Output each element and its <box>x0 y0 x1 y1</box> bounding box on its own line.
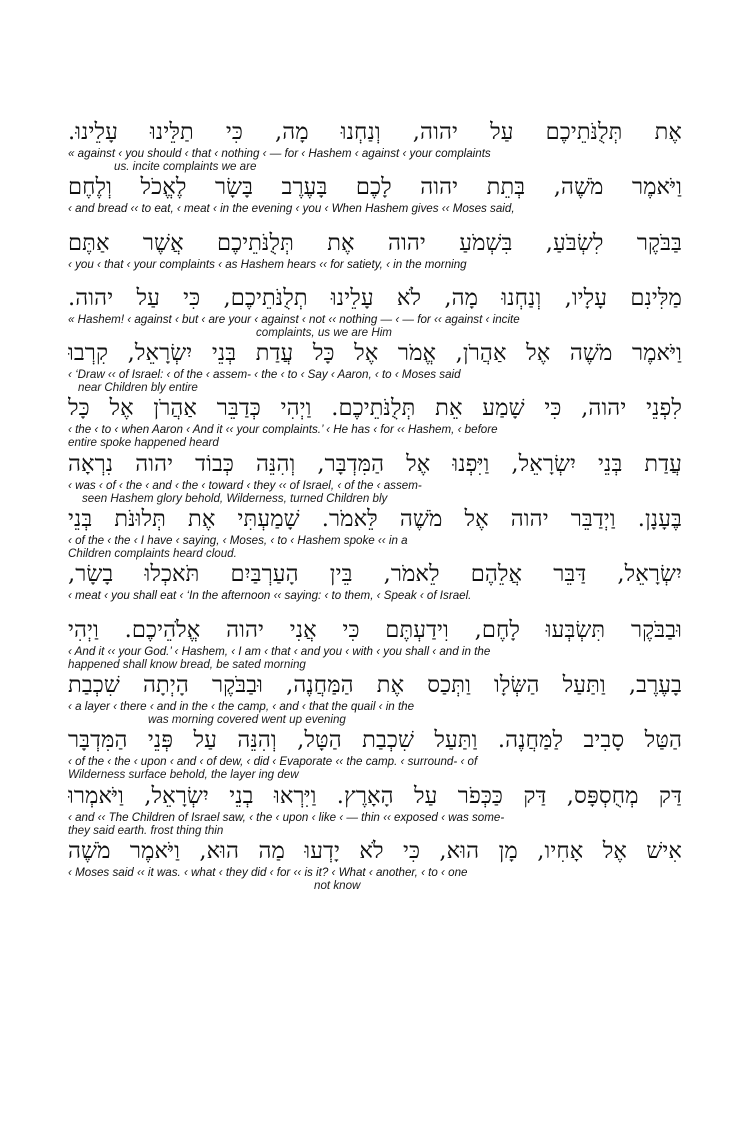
english-gloss-sub: Children complaints heard cloud. <box>68 547 237 561</box>
verse-line <box>68 118 682 173</box>
verse-line <box>68 560 682 615</box>
verse-line <box>68 394 682 449</box>
hebrew-text: לִפְנֵי יהוה, כִּי שָׁמַע אֵת תְּלֻנֹּתֵיכֶם. וַיְהִי כְּדַבֵּר אַהֲרֹן אֶל כָּל <box>68 395 682 422</box>
english-gloss: « against ‹ you should ‹ that ‹ nothing ‹ — for ‹ Hashem ‹ against ‹ your complaints <box>68 147 491 160</box>
hebrew-text: בַּבֹּקֶר לִשְׂבֹּעַ, בִּשְׁמֹעַ יהוה אֶת תְּלֻנֹּתֵיכֶם אֲשֶׁר אַתֶּם <box>68 229 682 256</box>
english-gloss-sub: entire spoke happened heard <box>68 436 219 450</box>
hebrew-text: מַלִּינִם עָלָיו, וְנַחְנוּ מָה, לֹא עָלֵינוּ תְלֻנֹּתֵיכֶם, כִּי עַל יהוה. <box>68 284 682 311</box>
verse-line <box>68 726 682 781</box>
english-gloss: ‹ ‘Draw ‹‹ of Israel: ‹ of the ‹ assem- ‹ the ‹ to ‹ Say ‹ Aaron, ‹ to ‹ Moses said <box>68 368 461 382</box>
verse-line <box>68 671 682 726</box>
english-gloss: « Hashem! ‹ against ‹ but ‹ are your ‹ against ‹ not ‹‹ nothing — ‹ — for ‹‹ against ‹ incite <box>68 312 520 326</box>
english-gloss-sub: was morning covered went up evening <box>148 712 346 726</box>
english-gloss-sub: near Children bly entire <box>78 381 198 395</box>
english-gloss-sub: Wilderness surface behold, the layer ing dew <box>68 768 299 782</box>
verse-line <box>68 837 682 892</box>
verse-line <box>68 450 682 505</box>
english-gloss-sub: happened shall know bread, be sated morning <box>68 657 306 671</box>
hebrew-text: עֲדַת בְּנֵי יִשְׂרָאֵל, וַיִּפְנוּ אֶל הַמִּדְבָּר, וְהִנֵּה כְּבוֹד יהוה נִרְאָה <box>68 450 682 477</box>
hebrew-text: וּבַבֹּקֶר תִּשְׂבְּעוּ לָחֶם, וִידַעְתֶּם כִּי אֲנִי יהוה אֱלֹהֵיכֶם. וַיְהִי <box>68 616 682 643</box>
english-gloss-sub: not know <box>314 878 361 892</box>
english-gloss: ‹ and bread ‹‹ to eat, ‹ meat ‹ in the evening ‹ you ‹ When Hashem gives ‹‹ Moses said, <box>68 202 515 216</box>
hebrew-text: יִשְׂרָאֵל, דַּבֵּר אֲלֵהֶם לֵאמֹר, בֵּין הָעַרְבַּיִם תֹּאכְלוּ בָשָׂר, <box>68 561 682 588</box>
verse-line <box>68 505 682 560</box>
verse-line <box>68 173 682 228</box>
english-gloss-sub: they said earth. frost thing thin <box>68 823 224 837</box>
english-gloss: ‹ was ‹ of ‹ the ‹ and ‹ the ‹ toward ‹ they ‹‹ of Israel, ‹ of the ‹ assem- <box>68 478 422 492</box>
verse-line <box>68 616 682 671</box>
hebrew-text: בֶּעָנָן. וַיְדַבֵּר יהוה אֶל מֹשֶׁה לֵּאמֹר. שָׁמַעְתִּי אֶת תְּלוּנֹּת בְּנֵי <box>68 506 682 533</box>
english-gloss: ‹ of the ‹ the ‹ I have ‹ saying, ‹ Moses, ‹ to ‹ Hashem spoke ‹‹ in a <box>68 534 408 548</box>
verse-line <box>68 229 682 284</box>
hebrew-text: וַיֹּאמֶר מֹשֶׁה אֶל אַהֲרֹן, אֱמֹר אֶל כָּל עֲדַת בְּנֵי יִשְׂרָאֵל, קִרְבוּ <box>68 340 682 367</box>
verse-line <box>68 284 682 339</box>
verse-line <box>68 782 682 837</box>
english-gloss: ‹ the ‹ to ‹ when Aaron ‹ And it ‹‹ your complaints.’ ‹ He has ‹ for ‹‹ Hashem, ‹ before <box>68 423 498 437</box>
hebrew-text: דַּק מְחֻסְפָּס, דַּק כַּכְּפֹר עַל הָאָרֶץ. וַיִּרְאוּ בְנֵי יִשְׂרָאֵל, וַיֹּאמְרוּ <box>68 782 682 809</box>
hebrew-text: בָעֶרֶב, וַתַּעַל הַשְּׂלָו וַתְּכַס אֶת הַמַּחֲנֶה, וּבַבֹּקֶר הָיְתָה שִׁכְבַת <box>68 671 682 698</box>
english-gloss-sub: seen Hashem glory behold, Wilderness, turned Children bly <box>82 491 388 505</box>
hebrew-text: אֶת תְּלֻנֹּתֵיכֶם עַל יהוה, וְנַחְנוּ מָה, כִּי תַלֵּינוּ עָלֵינוּ. <box>68 119 682 145</box>
english-gloss: ‹ Moses said ‹‹ it was. ‹ what ‹ they did ‹ for ‹‹ is it? ‹ What ‹ another, ‹ to ‹ one <box>68 865 468 879</box>
english-gloss-sub: complaints, us we are Him <box>256 325 392 339</box>
hebrew-text: אִישׁ אֶל אָחִיו, מָן הוּא, כִּי לֹא יָדְעוּ מַה הוּא, וַיֹּאמֶר מֹשֶׁה <box>68 837 682 864</box>
hebrew-text: הַטַּל סָבִיב לַמַּחֲנֶה. וַתַּעַל שִׁכְבַת הַטָּל, וְהִנֵּה עַל פְּנֵי הַמִּדְבָּר <box>68 727 682 754</box>
english-gloss-sub: us. incite complaints we are <box>114 160 257 173</box>
english-gloss: ‹ a layer ‹ there ‹ and in the ‹ the camp, ‹ and ‹ that the quail ‹ in the <box>68 699 415 713</box>
english-gloss: ‹ of the ‹ the ‹ upon ‹ and ‹ of dew, ‹ did ‹ Evaporate ‹‹ the camp. ‹ surround- ‹ of <box>68 755 478 769</box>
verse-line <box>68 339 682 394</box>
english-gloss: ‹ meat ‹ you shall eat ‹ ‘In the afternoon ‹‹ saying: ‹ to them, ‹ Speak ‹ of Israel. <box>68 589 472 603</box>
english-gloss: ‹ And it ‹‹ your God.’ ‹ Hashem, ‹ I am ‹ that ‹ and you ‹ with ‹ you shall ‹ and in the <box>68 644 491 658</box>
english-gloss: ‹ you ‹ that ‹ your complaints ‹ as Hashem hears ‹‹ for satiety, ‹ in the morning <box>68 257 467 271</box>
english-gloss: ‹ and ‹‹ The Children of Israel saw, ‹ the ‹ upon ‹ like ‹ — thin ‹‹ exposed ‹ was some- <box>68 810 505 824</box>
hebrew-text: וַיֹּאמֶר מֹשֶׁה, בְּתֵת יהוה לָכֶם בָּעֶרֶב בָּשָׂר לֶאֱכֹל וְלֶחֶם <box>68 174 682 201</box>
